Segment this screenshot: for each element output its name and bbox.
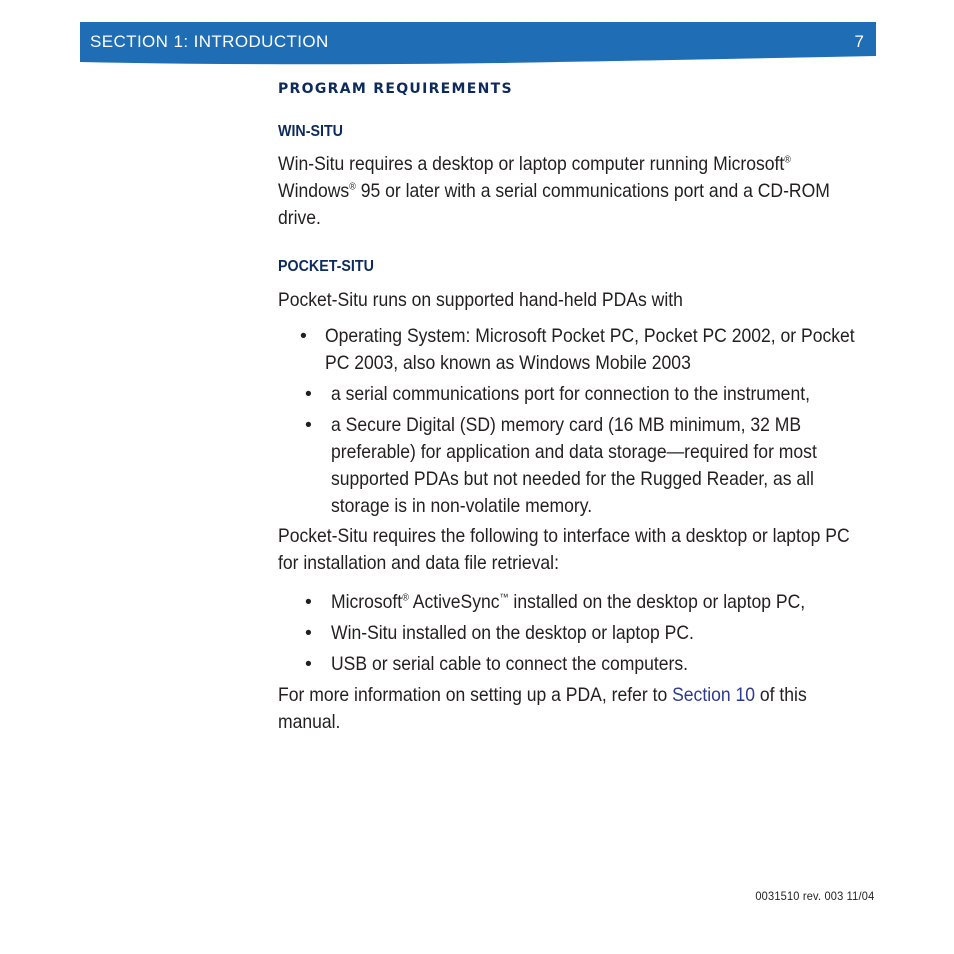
bullet-icon: • — [300, 325, 307, 347]
page-number: 7 — [854, 32, 864, 51]
bullet-icon: • — [305, 591, 312, 613]
list-item-sd-card: a Secure Digital (SD) memory card (16 MB minimum, 32 MB preferable) for application and data storage—required for most supported PDAs but not needed for the Rugged Reader, as all storage is in non-volatile memory. — [331, 414, 817, 517]
list-item-os: Operating System: Microsoft Pocket PC, Pocket PC 2002, or Pocket PC 2003, also known as Windows Mobile 2003 — [325, 325, 855, 374]
pocket-situ-heading: POCKET-SITU — [278, 258, 374, 275]
win-situ-line-2: Windows® 95 or later with a serial communications port and a CD-ROM — [278, 180, 830, 202]
win-situ-line-3: drive. — [278, 207, 321, 229]
document-revision: 0031510 rev. 003 11/04 — [754, 889, 874, 903]
bullet-icon: • — [305, 383, 312, 405]
pocket-situ-intro: Pocket-Situ runs on supported hand-held PDAs with — [278, 289, 683, 311]
section-header-band — [80, 22, 876, 65]
bullet-icon: • — [305, 653, 312, 675]
section-title-header: SECTION 1: INTRODUCTION — [90, 32, 329, 51]
list-item-win-situ-installed: Win-Situ installed on the desktop or laptop PC. — [331, 622, 694, 644]
pocket-situ-requires-paragraph: Pocket-Situ requires the following to interface with a desktop or laptop PC for installation and data file retrieval: — [278, 525, 850, 574]
bullet-icon: • — [305, 414, 312, 436]
bullet-icon: • — [305, 622, 312, 644]
more-info-paragraph: For more information on setting up a PDA, refer to Section 10 of this manual. — [278, 684, 807, 733]
program-requirements-heading: PROGRAM REQUIREMENTS — [278, 81, 513, 97]
list-item-activesync: Microsoft® ActiveSync™ installed on the desktop or laptop PC, — [331, 591, 806, 613]
section-10-link[interactable]: Section 10 — [672, 684, 756, 706]
win-situ-line-1: Win-Situ requires a desktop or laptop computer running Microsoft® — [278, 153, 791, 175]
list-item-usb-cable: USB or serial cable to connect the computers. — [331, 653, 689, 675]
win-situ-heading: WIN-SITU — [278, 123, 343, 140]
win-situ-paragraph — [278, 151, 830, 232]
list-item-serial-port: a serial communications port for connection to the instrument, — [331, 383, 810, 405]
